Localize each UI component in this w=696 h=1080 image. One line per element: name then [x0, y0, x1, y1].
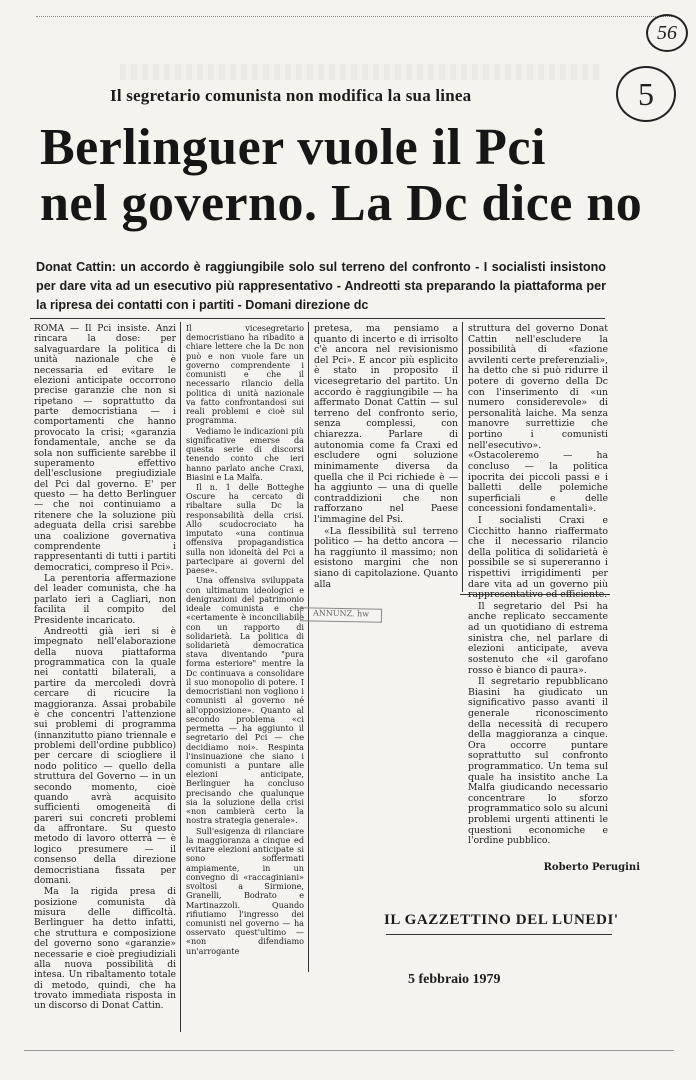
article-column-1: [34, 324, 176, 1036]
bleed-through-strip: [120, 64, 600, 80]
article-column-4: [468, 324, 608, 864]
faint-stamp: ANNUNZ. hw: [300, 607, 382, 622]
article-kicker: Il segretario comunista non modifica la sua linea: [110, 86, 472, 105]
paragraph: ROMA — Il Pci insiste. Anzi rincara la dose: per salvaguardare la politica di unità nazionale che è necessaria ed evitare le elezioni anticipate occorrono precise garanzie che non si ripetano — soprattutto da parte democristiana — i comportamenti che hanno provocato la crisi; «garanzia fondamentale, anche se da sola non sufficiente sarebbe il superamento effettivo dell'esclusione pregiudiziale del Pci dal governo. E' per questo — ha detto Berlinguer — che noi continuiamo a ritenere che la soluzione più adeguata della crisi sarebbe una coalizione governativa comprendente i rappresentanti di tutti i partiti democratici, compreso il Pci».: [34, 324, 176, 573]
paragraph: Andreotti già ieri si è impegnato nell'elaborazione della nuova piattaforma programmatica con la quale nei contatti bilaterali, a partire da mercoledì dovrà cercare di ricucire la maggioranza. Assai probabile è che concentri l'attenzione sui problemi di programma (innanzitutto piano triennale e problemi dell'ordine pubblico) per cercare di sciogliere il nodo politico — quello della struttura del Governo — in un secondo momento, cioè quando avrà acquisito sufficienti omogeneità di pareri sui concreti problemi da affrontare. Su questo metodo di lavoro otterrà — è logico presumere — il consenso della direzione democristiana fissata per domani.: [34, 626, 176, 886]
publication-date: 5 febbraio 1979: [408, 972, 501, 987]
archive-number-annotation: 56: [646, 14, 688, 52]
paragraph: Sull'esigenza di rilanciare la maggioranza a cinque ed evitare elezioni anticipate si sono soffermati ampiamente, in un convegno di «raccaginiani» svoltosi a Sirmione, Granelli, Bodrato e Martinazzoli. Quando rifiutiamo l'ingresso dei comunisti nel governo — ha osservato quest'ultimo — «non difendiamo un'arrogante: [186, 825, 304, 956]
paragraph: Ma la rigida presa di posizione comunista dà misura delle difficoltà. Berlinguer ha detto infatti, che struttura e composizione del governo sono «garanzie» necessarie e cioè pregiudiziali alla nuova possibilità di intesa. Un ribaltamento totale di metodo, quindi, che ha trovato immediata risposta in un discorso di Donat Cattin.: [34, 887, 176, 1012]
circled-page-number-annotation: 5: [616, 66, 676, 122]
headline-line-1: Berlinguer vuole il Pci: [40, 119, 546, 176]
masthead-rule: [386, 934, 612, 935]
paragraph: Il vicesegretario democristiano ha ribadito a chiare lettere che la Dc non può e non vuole fare un governo comprendente i comunisti e che il necessario rilancio della politica di unità nazionale va fatto confrontandosi sui reali problemi e cioè sul programma.: [186, 324, 304, 426]
headline-line-2: nel governo. La Dc dice no: [40, 175, 643, 232]
article-headline: [40, 119, 643, 232]
article-column-3: [314, 324, 458, 594]
paragraph: pretesa, ma pensiamo a quanto di incerto e di irrisolto c'è ancora nel revisionismo del Pci». E ancor più esplicito è stato in proposito il vicesegretario del partito. Un accordo è raggiungibile — ha affermato Donat Cattin — sul terreno del confronto serio, senza complessi, con chiarezza. Parlare di autonomia come fa Craxi ed escludere ogni soluzione minimamente diversa da quella che il Pci richiede è — ha aggiunto — una di quelle contraddizioni che non rafforzano nel Paese l'immagine del Psi.: [314, 324, 458, 525]
subhead-rule: [30, 318, 605, 319]
bottom-edge-line: [24, 1050, 674, 1051]
paragraph: I socialisti Craxi e Cicchitto hanno riaffermato che il necessario rilancio della politica di solidarietà è possibile se si supereranno i rispettivi irrigidimenti per dare vita ad un governo più rappresentativo ed efficiente.: [468, 514, 608, 601]
column-rule-2: [308, 322, 309, 972]
paragraph: Il segretario del Psi ha anche replicato seccamente ad un quotidiano di estrema sinistra che, nel parlare di elezioni anticipate, aveva sostenuto che «il garofano rosso è bianco di paura».: [468, 600, 608, 676]
byline: Roberto Perugini: [543, 862, 640, 873]
paragraph: Il segretario repubblicano Biasini ha giudicato un significativo passo avanti il generale riconoscimento della necessità di recupero della maggioranza a cinque. Ora occorre puntare soprattutto sul confronto programmatico. Un tema sul quale ha insistito anche La Malfa giudicando necessario concentrare lo sforzo programmatico solo su alcuni problemi urgenti attinenti le questioni economiche e l'ordine pubblico.: [468, 676, 608, 847]
article-subhead: Donat Cattin: un accordo è raggiungibile solo sul terreno del confronto - I socialisti insistono per dare vita ad un esecutivo più rappresentativo - Andreotti sta preparando la piattaforma per la ripresa dei contatti con i partiti - Domani direzione dc: [36, 260, 606, 312]
newspaper-masthead: IL GAZZETTINO DEL LUNEDI': [384, 912, 619, 928]
paragraph: «La flessibilità sul terreno politico — ha detto ancora — ha raggiunto il massimo; non esistono margini che non siano di capitolazione. Quanto alla: [314, 525, 458, 590]
paragraph: Il n. 1 delle Botteghe Oscure ha cercato di ribaltare sulla Dc la responsabilità della crisi. Allo scudocrociato ha imputato «una continua offensiva propagandistica sulla non idoneità del Pci a partecipare ai governi del paese».: [186, 481, 304, 576]
paragraph: Vediamo le indicazioni più significative emerse da questa serie di discorsi tenendo conto che ieri hanno parlato anche Craxi, Biasini e La Malfa.: [186, 425, 304, 482]
paragraph: Una offensiva sviluppata con ultimatum ideologici e denigrazioni del patrimonio ideale comunista e che «certamente è inconciliabile con un rapporto di solidarietà. La politica di solidarietà democratica stava diventando "pura forma esteriore" mentre la Dc continuava a consolidare il suo monopolio di potere. I democristiani non vogliono i comunisti al governo né all'opposizione». Quanto al secondo problema «ci permetta — ha aggiunto il segretario del Pci — che decidiamo noi». Respinta l'insinuazione che siano i comunisti a puntare alle elezioni anticipate, Berlinguer ha concluso precisando che qualunque sia la soluzione della crisi «non cambierà certo la nostra strategia generale».: [186, 575, 304, 826]
top-dotted-rule: [36, 16, 676, 21]
article-column-2: [186, 324, 304, 972]
paragraph: struttura del governo Donat Cattin nell'escludere la possibilità di «fazione avvilenti certe preferenziali», ha detto che si può ridurre il potere di governo della Dc con l'inserimento di «un numero considerevole» di personalità laiche. Ma senza manovre surrettizie che portino i comunisti nell'esecutivo». «Ostacoleremo — ha concluso — la politica ipocrita dei piccoli passi e i balletti delle polemiche superficiali e delle concessioni fondamentali».: [468, 324, 608, 515]
paragraph: La perentoria affermazione del leader comunista, che ha parlato ieri a Cagliari, non facilita il compito del Presidente incaricato.: [34, 574, 176, 626]
column-rule-1: [180, 322, 181, 1032]
column-rule-3: [462, 322, 463, 592]
